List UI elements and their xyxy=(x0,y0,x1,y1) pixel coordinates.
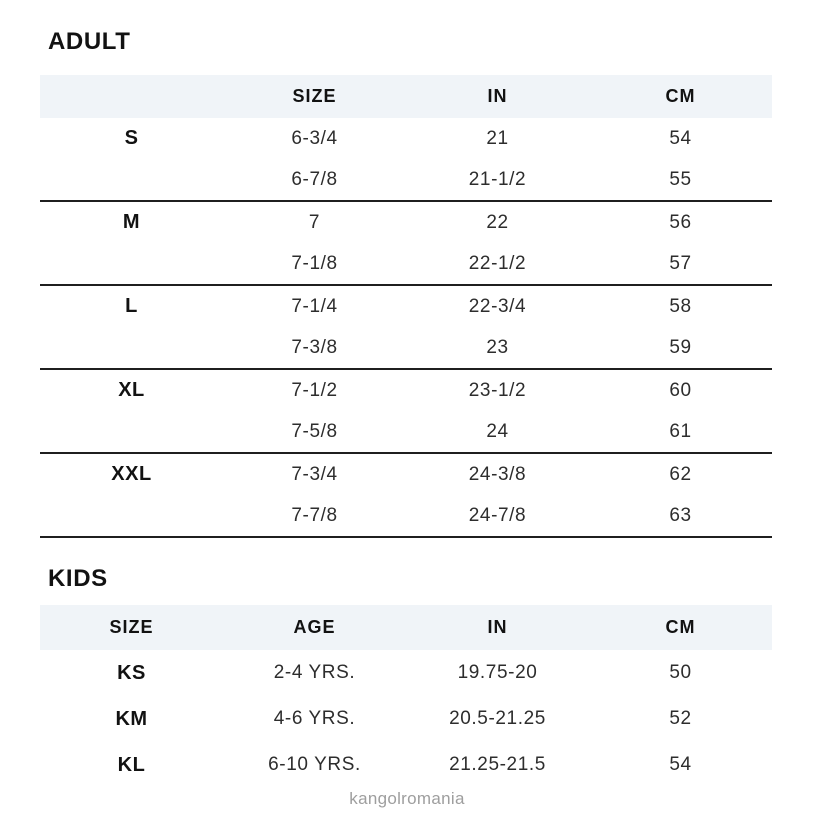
inches-value: 21-1/2 xyxy=(468,168,527,190)
adult-header-cm: CM xyxy=(665,86,696,106)
table-row xyxy=(40,159,772,200)
table-row xyxy=(40,411,772,452)
kids-size-label: KL xyxy=(117,753,146,776)
cm-value: 63 xyxy=(669,504,692,526)
hat-size-value: 7-1/4 xyxy=(291,295,338,317)
hat-size-value: 7 xyxy=(308,211,321,233)
kids-inches-value: 19.75-20 xyxy=(457,662,538,683)
brand-watermark: kangolromania xyxy=(349,789,465,808)
kids-inches-value: 21.25-21.5 xyxy=(449,754,546,775)
hat-size-value: 7-5/8 xyxy=(291,420,338,442)
inches-value: 22-3/4 xyxy=(468,295,527,317)
size-group-label: M xyxy=(122,211,141,233)
hat-size-value: 6-7/8 xyxy=(291,168,338,190)
cm-value: 54 xyxy=(669,127,692,149)
kids-header-cm: CM xyxy=(665,617,696,637)
inches-value: 24-7/8 xyxy=(468,504,527,526)
kids-header-age: AGE xyxy=(293,617,336,637)
table-row xyxy=(40,454,772,495)
inches-value: 23 xyxy=(486,336,509,358)
kids-age-value: 4-6 YRS. xyxy=(273,708,356,729)
adult-size-group-m xyxy=(40,202,772,286)
adult-size-table xyxy=(40,75,772,538)
kids-cm-value: 54 xyxy=(669,754,692,775)
kids-cm-value: 50 xyxy=(669,662,692,683)
table-row xyxy=(40,495,772,536)
kids-header-size: SIZE xyxy=(109,617,154,637)
adult-size-group-l xyxy=(40,286,772,370)
table-row xyxy=(40,243,772,284)
cm-value: 61 xyxy=(669,420,692,442)
adult-size-group-s xyxy=(40,118,772,202)
inches-value: 21 xyxy=(486,127,509,149)
adult-section-title: ADULT xyxy=(48,28,131,55)
cm-value: 55 xyxy=(669,168,692,190)
size-group-label: S xyxy=(124,127,139,149)
cm-value: 62 xyxy=(669,463,692,485)
table-row xyxy=(40,650,772,696)
adult-size-group-xl xyxy=(40,370,772,454)
kids-cm-value: 52 xyxy=(669,708,692,729)
inches-value: 22-1/2 xyxy=(468,252,527,274)
size-group-label: L xyxy=(125,295,138,317)
kids-size-table xyxy=(40,605,772,788)
table-row xyxy=(40,327,772,368)
table-row xyxy=(40,118,772,159)
cm-value: 56 xyxy=(669,211,692,233)
hat-size-value: 7-1/8 xyxy=(291,252,338,274)
adult-size-group-xxl xyxy=(40,454,772,538)
table-row xyxy=(40,202,772,243)
table-row xyxy=(40,370,772,411)
inches-value: 22 xyxy=(486,211,509,233)
inches-value: 24-3/8 xyxy=(468,463,527,485)
table-row xyxy=(40,286,772,327)
size-group-label: XXL xyxy=(111,463,152,485)
cm-value: 60 xyxy=(669,379,692,401)
table-row xyxy=(40,696,772,742)
cm-value: 58 xyxy=(669,295,692,317)
size-group-label: XL xyxy=(118,379,145,401)
kids-age-value: 6-10 YRS. xyxy=(268,754,361,775)
kids-age-value: 2-4 YRS. xyxy=(273,662,356,683)
table-row xyxy=(40,742,772,788)
kids-section-title: KIDS xyxy=(48,565,108,592)
kids-inches-value: 20.5-21.25 xyxy=(449,708,546,729)
hat-size-value: 7-7/8 xyxy=(291,504,338,526)
cm-value: 57 xyxy=(669,252,692,274)
hat-size-value: 7-3/8 xyxy=(291,336,338,358)
adult-header-in: IN xyxy=(487,86,508,106)
inches-value: 24 xyxy=(486,420,509,442)
hat-size-value: 7-1/2 xyxy=(291,379,338,401)
adult-header-size: SIZE xyxy=(292,86,337,106)
adult-table-header xyxy=(40,75,772,118)
kids-header-in: IN xyxy=(487,617,508,637)
hat-size-value: 7-3/4 xyxy=(291,463,338,485)
hat-size-value: 6-3/4 xyxy=(291,127,338,149)
cm-value: 59 xyxy=(669,336,692,358)
kids-size-label: KM xyxy=(115,707,148,730)
kids-size-label: KS xyxy=(117,661,146,684)
kids-table-header xyxy=(40,605,772,650)
inches-value: 23-1/2 xyxy=(468,379,527,401)
